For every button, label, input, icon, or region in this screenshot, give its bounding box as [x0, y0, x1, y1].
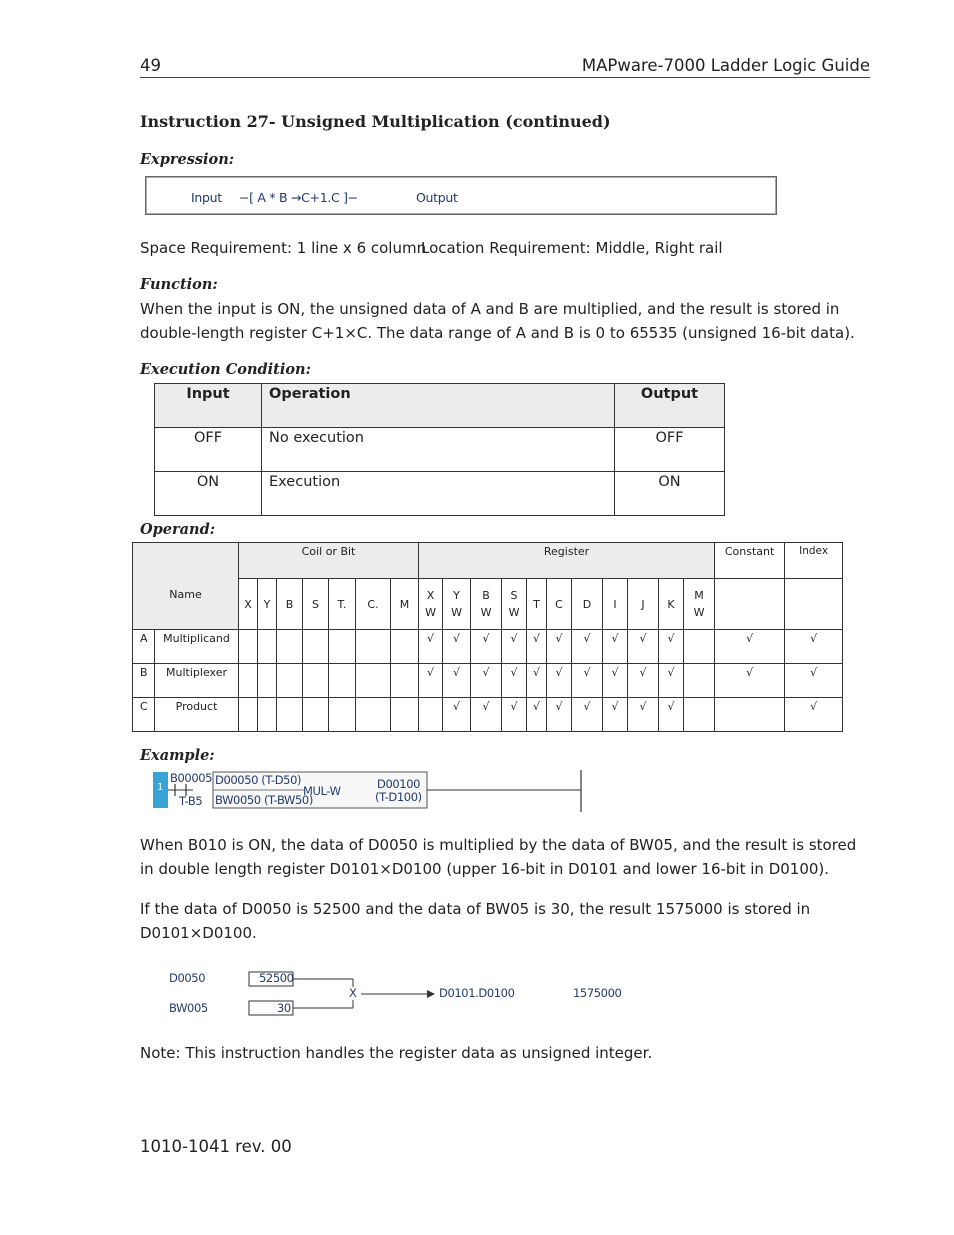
coil-cell [277, 664, 303, 698]
document-title: MAPware-7000 Ladder Logic Guide [581, 56, 870, 75]
check-mark: √ [547, 630, 572, 664]
coil-cell [391, 698, 419, 732]
check-mark: √ [603, 698, 628, 732]
index-header: Index [785, 543, 843, 579]
check-mark: √ [547, 664, 572, 698]
cell-input: OFF [155, 428, 262, 472]
check-mark: √ [628, 698, 659, 732]
table-row [133, 630, 843, 664]
check-mark: √ [471, 630, 502, 664]
register-group-header: Register [419, 543, 715, 579]
index-subheader [785, 579, 843, 630]
register-column-letter: Y [453, 589, 460, 602]
coil-column-header: T. [329, 579, 356, 630]
diagram-result: 1575000 [573, 986, 622, 1000]
example-paragraph2-line2: D0101×D0100. [140, 924, 257, 942]
function-label: Function: [140, 276, 218, 293]
diagram-lines [165, 965, 635, 1020]
header-output: Output [615, 384, 725, 428]
register-column-suffix: W [508, 606, 520, 619]
check-mark: √ [547, 698, 572, 732]
example-label: Example: [140, 747, 215, 764]
check-mark: √ [715, 630, 785, 664]
contact-address: B00005 [170, 771, 213, 785]
location-requirement: Location Requirement: Middle, Right rail [421, 239, 723, 257]
table-row [133, 698, 843, 732]
note-text: Note: This instruction handles the register data as unsigned integer. [140, 1044, 653, 1062]
operand-label: Operand: [140, 521, 216, 538]
execution-header-row [155, 384, 725, 428]
rung-number: 1 [157, 782, 164, 793]
coil-cell [329, 630, 356, 664]
register-column-suffix: W [693, 606, 705, 619]
operand2-label: BW0050 (T-BW50) [215, 793, 313, 807]
expression-input: Input [191, 190, 222, 205]
check-mark: √ [659, 664, 684, 698]
coil-cell [356, 698, 391, 732]
page-footer: 1010-1041 rev. 00 [140, 1137, 292, 1156]
operand-letter: C [133, 698, 155, 732]
register-column-letter: D [582, 597, 592, 611]
example-ladder [153, 770, 588, 812]
operand-subheader-row [133, 579, 843, 630]
register-column-header [527, 579, 547, 630]
coil-cell [239, 698, 258, 732]
coil-cell [303, 630, 329, 664]
register-column-header [572, 579, 603, 630]
register-column-suffix: W [425, 606, 436, 619]
coil-cell [303, 664, 329, 698]
check-mark: √ [443, 664, 471, 698]
check-mark: √ [471, 698, 502, 732]
coil-cell [239, 630, 258, 664]
instruction-label: MUL-W [303, 784, 341, 798]
check-mark: √ [572, 664, 603, 698]
register-column-header [547, 579, 572, 630]
operand-table [132, 542, 843, 732]
coil-cell [356, 664, 391, 698]
example-paragraph1-line1: When B010 is ON, the data of D0050 is multiplied by the data of BW05, and the result is stored [140, 836, 857, 854]
header-input: Input [155, 384, 262, 428]
header-operation: Operation [262, 384, 615, 428]
function-text-line1: When the input is ON, the unsigned data of A and B are multiplied, and the result is stored in [140, 300, 840, 318]
check-mark: √ [572, 698, 603, 732]
register-column-header [502, 579, 527, 630]
expression-label: Expression: [140, 151, 235, 168]
coil-cell [258, 630, 277, 664]
operand-group-row [133, 543, 843, 579]
check-mark: √ [443, 698, 471, 732]
coil-column-header: C. [356, 579, 391, 630]
register-column-letter: X [426, 589, 435, 602]
cell-operation: No execution [262, 428, 615, 472]
table-row [155, 472, 725, 516]
check-mark: √ [659, 630, 684, 664]
check-mark: √ [785, 698, 843, 732]
coil-column-header: X [239, 579, 258, 630]
check-mark: √ [527, 664, 547, 698]
register-cell [419, 698, 443, 732]
constant-header: Constant [715, 543, 785, 579]
diagram-operator: X [349, 986, 357, 1000]
coil-cell [329, 664, 356, 698]
check-mark: √ [419, 664, 443, 698]
register-column-header [471, 579, 502, 630]
register-column-letter: S [510, 589, 518, 602]
check-mark: √ [527, 630, 547, 664]
register-column-suffix: W [451, 606, 462, 619]
diagram-destination: D0101.D0100 [439, 986, 515, 1000]
contact-tag: T-B5 [179, 794, 203, 808]
check-mark: √ [527, 698, 547, 732]
register-cell [684, 664, 715, 698]
coil-column-header: M [391, 579, 419, 630]
constant-cell [715, 698, 785, 732]
diagram-value2: 30 [277, 1001, 291, 1015]
check-mark: √ [603, 630, 628, 664]
check-mark: √ [628, 664, 659, 698]
coil-cell [391, 664, 419, 698]
coil-cell [391, 630, 419, 664]
section-title: Instruction 27- Unsigned Multiplication (continued) [140, 112, 611, 131]
example-paragraph1-line2: in double length register D0101×D0100 (upper 16-bit in D0101 and lower 16-bit in D0100). [140, 860, 830, 878]
check-mark: √ [785, 630, 843, 664]
cell-operation: Execution [262, 472, 615, 516]
coil-cell [258, 664, 277, 698]
coil-column-header: Y [258, 579, 277, 630]
register-cell [684, 630, 715, 664]
operand1-label: D00050 (T-D50) [215, 773, 302, 787]
register-column-letter: B [482, 589, 490, 602]
coil-cell [277, 698, 303, 732]
cell-output: OFF [615, 428, 725, 472]
coil-cell [303, 698, 329, 732]
check-mark: √ [572, 630, 603, 664]
execution-label: Execution Condition: [140, 361, 311, 378]
page-number: 49 [140, 56, 161, 75]
check-mark: √ [502, 630, 527, 664]
register-column-letter: M [694, 589, 704, 602]
coil-cell [239, 664, 258, 698]
register-column-suffix: W [480, 606, 492, 619]
check-mark: √ [659, 698, 684, 732]
check-mark: √ [471, 664, 502, 698]
multiplication-diagram [165, 965, 635, 1020]
check-mark: √ [502, 664, 527, 698]
coil-group-header: Coil or Bit [239, 543, 419, 579]
register-cell [684, 698, 715, 732]
diagram-register2: BW005 [169, 1001, 208, 1015]
table-row [133, 664, 843, 698]
register-column-letter: T [533, 597, 540, 611]
check-mark: √ [419, 630, 443, 664]
constant-subheader [715, 579, 785, 630]
execution-table [154, 383, 725, 516]
check-mark: √ [603, 664, 628, 698]
check-mark: √ [628, 630, 659, 664]
cell-output: ON [615, 472, 725, 516]
check-mark: √ [715, 664, 785, 698]
expression-formula: −[ A * B →C+1.C ]− [239, 190, 358, 205]
coil-column-header: B [277, 579, 303, 630]
table-row [155, 428, 725, 472]
register-column-letter: I [613, 597, 617, 611]
coil-cell [258, 698, 277, 732]
diagram-value1: 52500 [259, 971, 294, 985]
diagram-register1: D0050 [169, 971, 206, 985]
register-column-letter: K [667, 597, 675, 611]
expression-output: Output [416, 190, 458, 205]
coil-cell [277, 630, 303, 664]
register-column-header [684, 579, 715, 630]
dest-tag: (T-D100) [375, 790, 422, 804]
coil-cell [329, 698, 356, 732]
operand-letter: A [133, 630, 155, 664]
register-column-header [659, 579, 684, 630]
function-text-line2: double-length register C+1×C. The data range of A and B is 0 to 65535 (unsigned 16-bit data). [140, 324, 855, 342]
register-column-letter: C [555, 597, 563, 611]
register-column-header [419, 579, 443, 630]
register-column-letter: J [641, 597, 645, 611]
check-mark: √ [502, 698, 527, 732]
operand-name: Multiplexer [155, 664, 239, 698]
register-column-header [603, 579, 628, 630]
coil-column-header: S [303, 579, 329, 630]
register-column-header [628, 579, 659, 630]
name-header: Name [133, 543, 239, 630]
operand-name: Multiplicand [155, 630, 239, 664]
page-header [140, 56, 870, 78]
space-requirement: Space Requirement: 1 line x 6 column [140, 239, 427, 257]
cell-input: ON [155, 472, 262, 516]
coil-cell [356, 630, 391, 664]
operand-name: Product [155, 698, 239, 732]
check-mark: √ [443, 630, 471, 664]
register-column-header [443, 579, 471, 630]
expression-box [145, 176, 777, 215]
dest-address: D00100 [377, 777, 421, 791]
check-mark: √ [785, 664, 843, 698]
operand-letter: B [133, 664, 155, 698]
example-paragraph2-line1: If the data of D0050 is 52500 and the data of BW05 is 30, the result 1575000 is stored in [140, 900, 811, 918]
